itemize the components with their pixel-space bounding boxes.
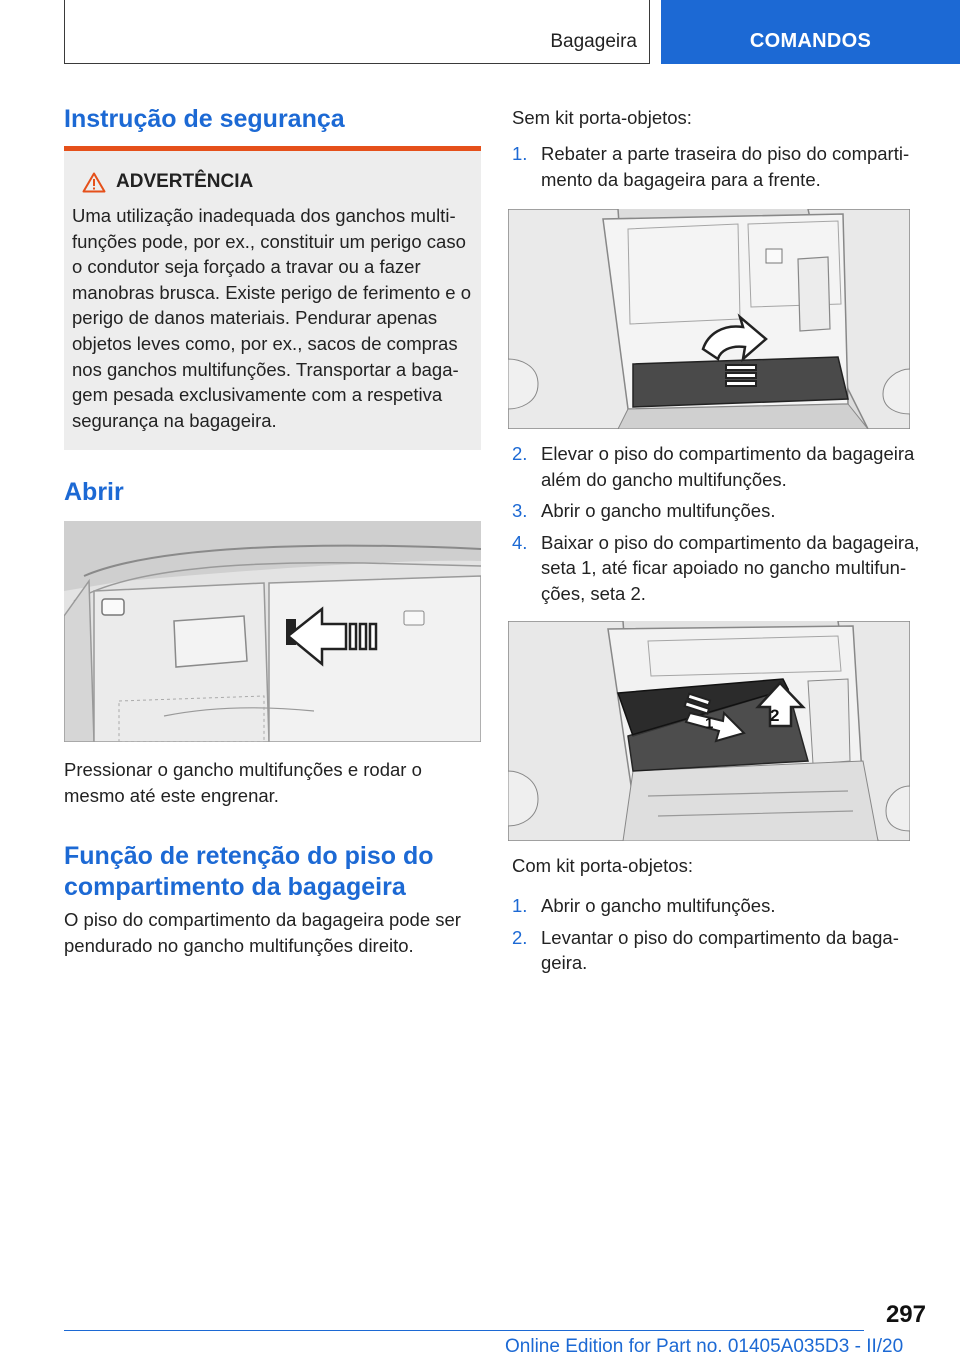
figure-hook-open [64, 521, 481, 742]
step-number: 2. [512, 926, 528, 948]
without-kit-steps [512, 441, 932, 613]
list-item [512, 893, 932, 919]
step-number: 4. [512, 531, 528, 553]
warning-box [64, 151, 481, 450]
without-kit-step1 [512, 141, 932, 198]
step-text: Abrir o gancho multifunções. [541, 500, 776, 522]
list-item [512, 498, 932, 524]
step-text: Levantar o piso do compartimento da bagageira. [541, 926, 899, 974]
footer-divider [64, 1330, 864, 1331]
open-text: Pressionar o gancho multifunções e rodar o mesmo até este engrenar. [64, 759, 422, 806]
step-number: 2. [512, 443, 528, 464]
header-chapter-box [64, 0, 650, 64]
retention-text: O piso do compartimento da bagageira pode ser pendurado no gancho multifunções direito. [64, 909, 461, 956]
page-number: 297 [885, 1301, 926, 1328]
list-item [512, 141, 932, 192]
footer-edition: Online Edition for Part no. 01405A035D3 - II/20 [505, 1336, 904, 1357]
step-text: Elevar o piso do compartimento da bagageira além do gancho multifunções. [541, 443, 915, 490]
warning-label: ADVERTÊNCIA [116, 171, 254, 192]
with-kit-steps [512, 893, 932, 982]
arrow-2-label: 2 [770, 706, 780, 725]
list-item [512, 530, 932, 607]
warning-header [72, 171, 473, 193]
safety-heading: Instrução de segurança [64, 105, 345, 133]
step-text: Abrir o gancho multifunções. [541, 895, 776, 916]
figure-floor-hang [508, 621, 910, 841]
retention-heading: Função de retenção do piso do compartimento da bagageira [64, 842, 434, 901]
figure-floor-fold [508, 209, 910, 429]
arrow-1-label: 1 [705, 715, 714, 732]
list-item [512, 925, 932, 976]
with-kit-label: Com kit porta-objetos: [512, 855, 693, 876]
step-text: Rebater a parte traseira do piso do compartimento da bagageira para a frente. [541, 143, 910, 190]
step-number: 3. [512, 500, 528, 522]
step-number: 1. [512, 895, 528, 916]
step-number: 1. [512, 143, 528, 164]
without-kit-label: Sem kit porta-objetos: [512, 107, 692, 128]
section-tab[interactable]: COMANDOS [661, 0, 960, 64]
list-item [512, 441, 932, 492]
step-text: Baixar o piso do compartimento da bagageira, seta 1, até ficar apoiado no gancho multifunções, seta 2. [541, 531, 920, 604]
warning-triangle-icon [82, 172, 106, 193]
open-heading: Abrir [64, 478, 124, 506]
warning-text: Uma utilização inadequada dos ganchos multifunções pode, por ex., constituir um perigo caso o condutor seja forçado a travar ou a fazer manobras brusca. Existe perigo de ferimento e o perigo de danos materiais. Pendurar apenas objetos leves como, por ex., sacos de compras nos ganchos multifunções. Transportar a bagagem pesada exclusivamente com a respetiva segurança na bagageira. [72, 205, 471, 431]
chapter-title: Bagageira [550, 31, 637, 52]
